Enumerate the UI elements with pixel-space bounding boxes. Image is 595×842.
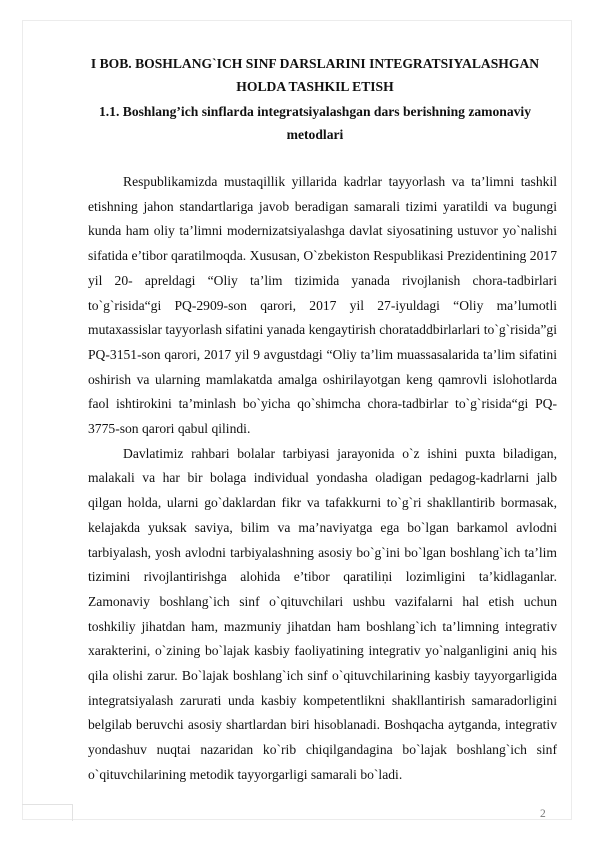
chapter-title: I BOB. BOSHLANG`ICH SINF DARSLARINI INTEGRATSIYALASHGAN HOLDA TASHKIL ETISH [90, 56, 540, 94]
paragraph-1: Respublikamizda mustaqillik yillarida kadrlar tayyorlash va ta’limni tashkil etishning jahon standartlariga javob beradigan samarali tizimi yaratildi va bugungi kunda ham oliy ta’limni modernizatsiyalashga davlat siyosatining ustuvor yo`nalishi sifatida e’tibor qaratilmoqda. Xususan, O`zbekiston Respublikasi Prezidentining 2017 yil 20- apreldagi “Oliy ta’lim tizimida yanada rivojlanish chora-tadbirlari to`g`risida“gi PQ-2909-son qarori, 2017 yil 27-iyuldagi “Oliy ma’lumotli mutaxassislar tayyorlash sifatini yanada kengaytirish chorataddbirlarlari to`g`risida”gi PQ-3151-son qarori, 2017 yil 9 avgustdagi “Oliy ta’lim muassasalarida ta’lim sifatini oshirish va ularning mamlakatda amalga oshirilayotgan keng qamrovli islohotlarda faol ishtirokini ta’minlash bo`yicha qo`shimcha chora-tadbirlar to`g`risida“gi PQ-3775-son qarori qabul qilindi. [88, 174, 557, 437]
paragraph-2: Davlatimiz rahbari bolalar tarbiyasi jarayonida o`z ishini puxta biladigan, malakali va har bir bolaga individual yondasha oladigan pedagog-kadrlarni jalb qilgan holda, ularni go`daklardan fikr va tafakkurni to`g`ri shakllantirib bormasak, kelajakda yuksak saviya, bilim va ma’naviyatga ega bo`lgan barkamol avlodni tarbiyalash, yosh avlodni tarbiyalashning asosiy bo`g`ini bo`lgan boshlang`ich ta’lim tizimini rivojlantirishga alohida e’tibor qaratiliṇi lozimligini ta’kidlaganlar. Zamonaviy boshlang`ich sinf o`qituvchilari ushbu vazifalarni hal etish uchun toshkiliy jihatdan ham, mazmuniy jihatdan ham boshlang`ich ta’limning integrativ xarakterini, o`zining bo`lajak kasbiy faoliyatining integrativ yo`nalganligini aniq his qila olishi zarur. Bo`lajak boshlang`ich sinf o`qituvchilarining kasbiy tayyorgarligida integratsiyalash zarurati unda kasbiy kompetentlikni shakllantirish samaradorligini belgilab beruvchi asosiy shartlardan biri hisoblanadi. Boshqacha aytganda, integrativ yondashuv nuqtai nazaridan ko`rib chiqilgandagina bo`lajak boshlang`ich sinf o`qituvchilarining metodik tayyorgarligi samarali bo`ladi. [88, 445, 557, 782]
section-title: 1.1. Boshlang’ich sinflarda integratsiyalashgan dars berishning zamonaviy metodlari [98, 104, 532, 142]
body-text [88, 170, 557, 788]
page-border-corner [22, 804, 73, 821]
page-number: 2 [540, 808, 546, 820]
